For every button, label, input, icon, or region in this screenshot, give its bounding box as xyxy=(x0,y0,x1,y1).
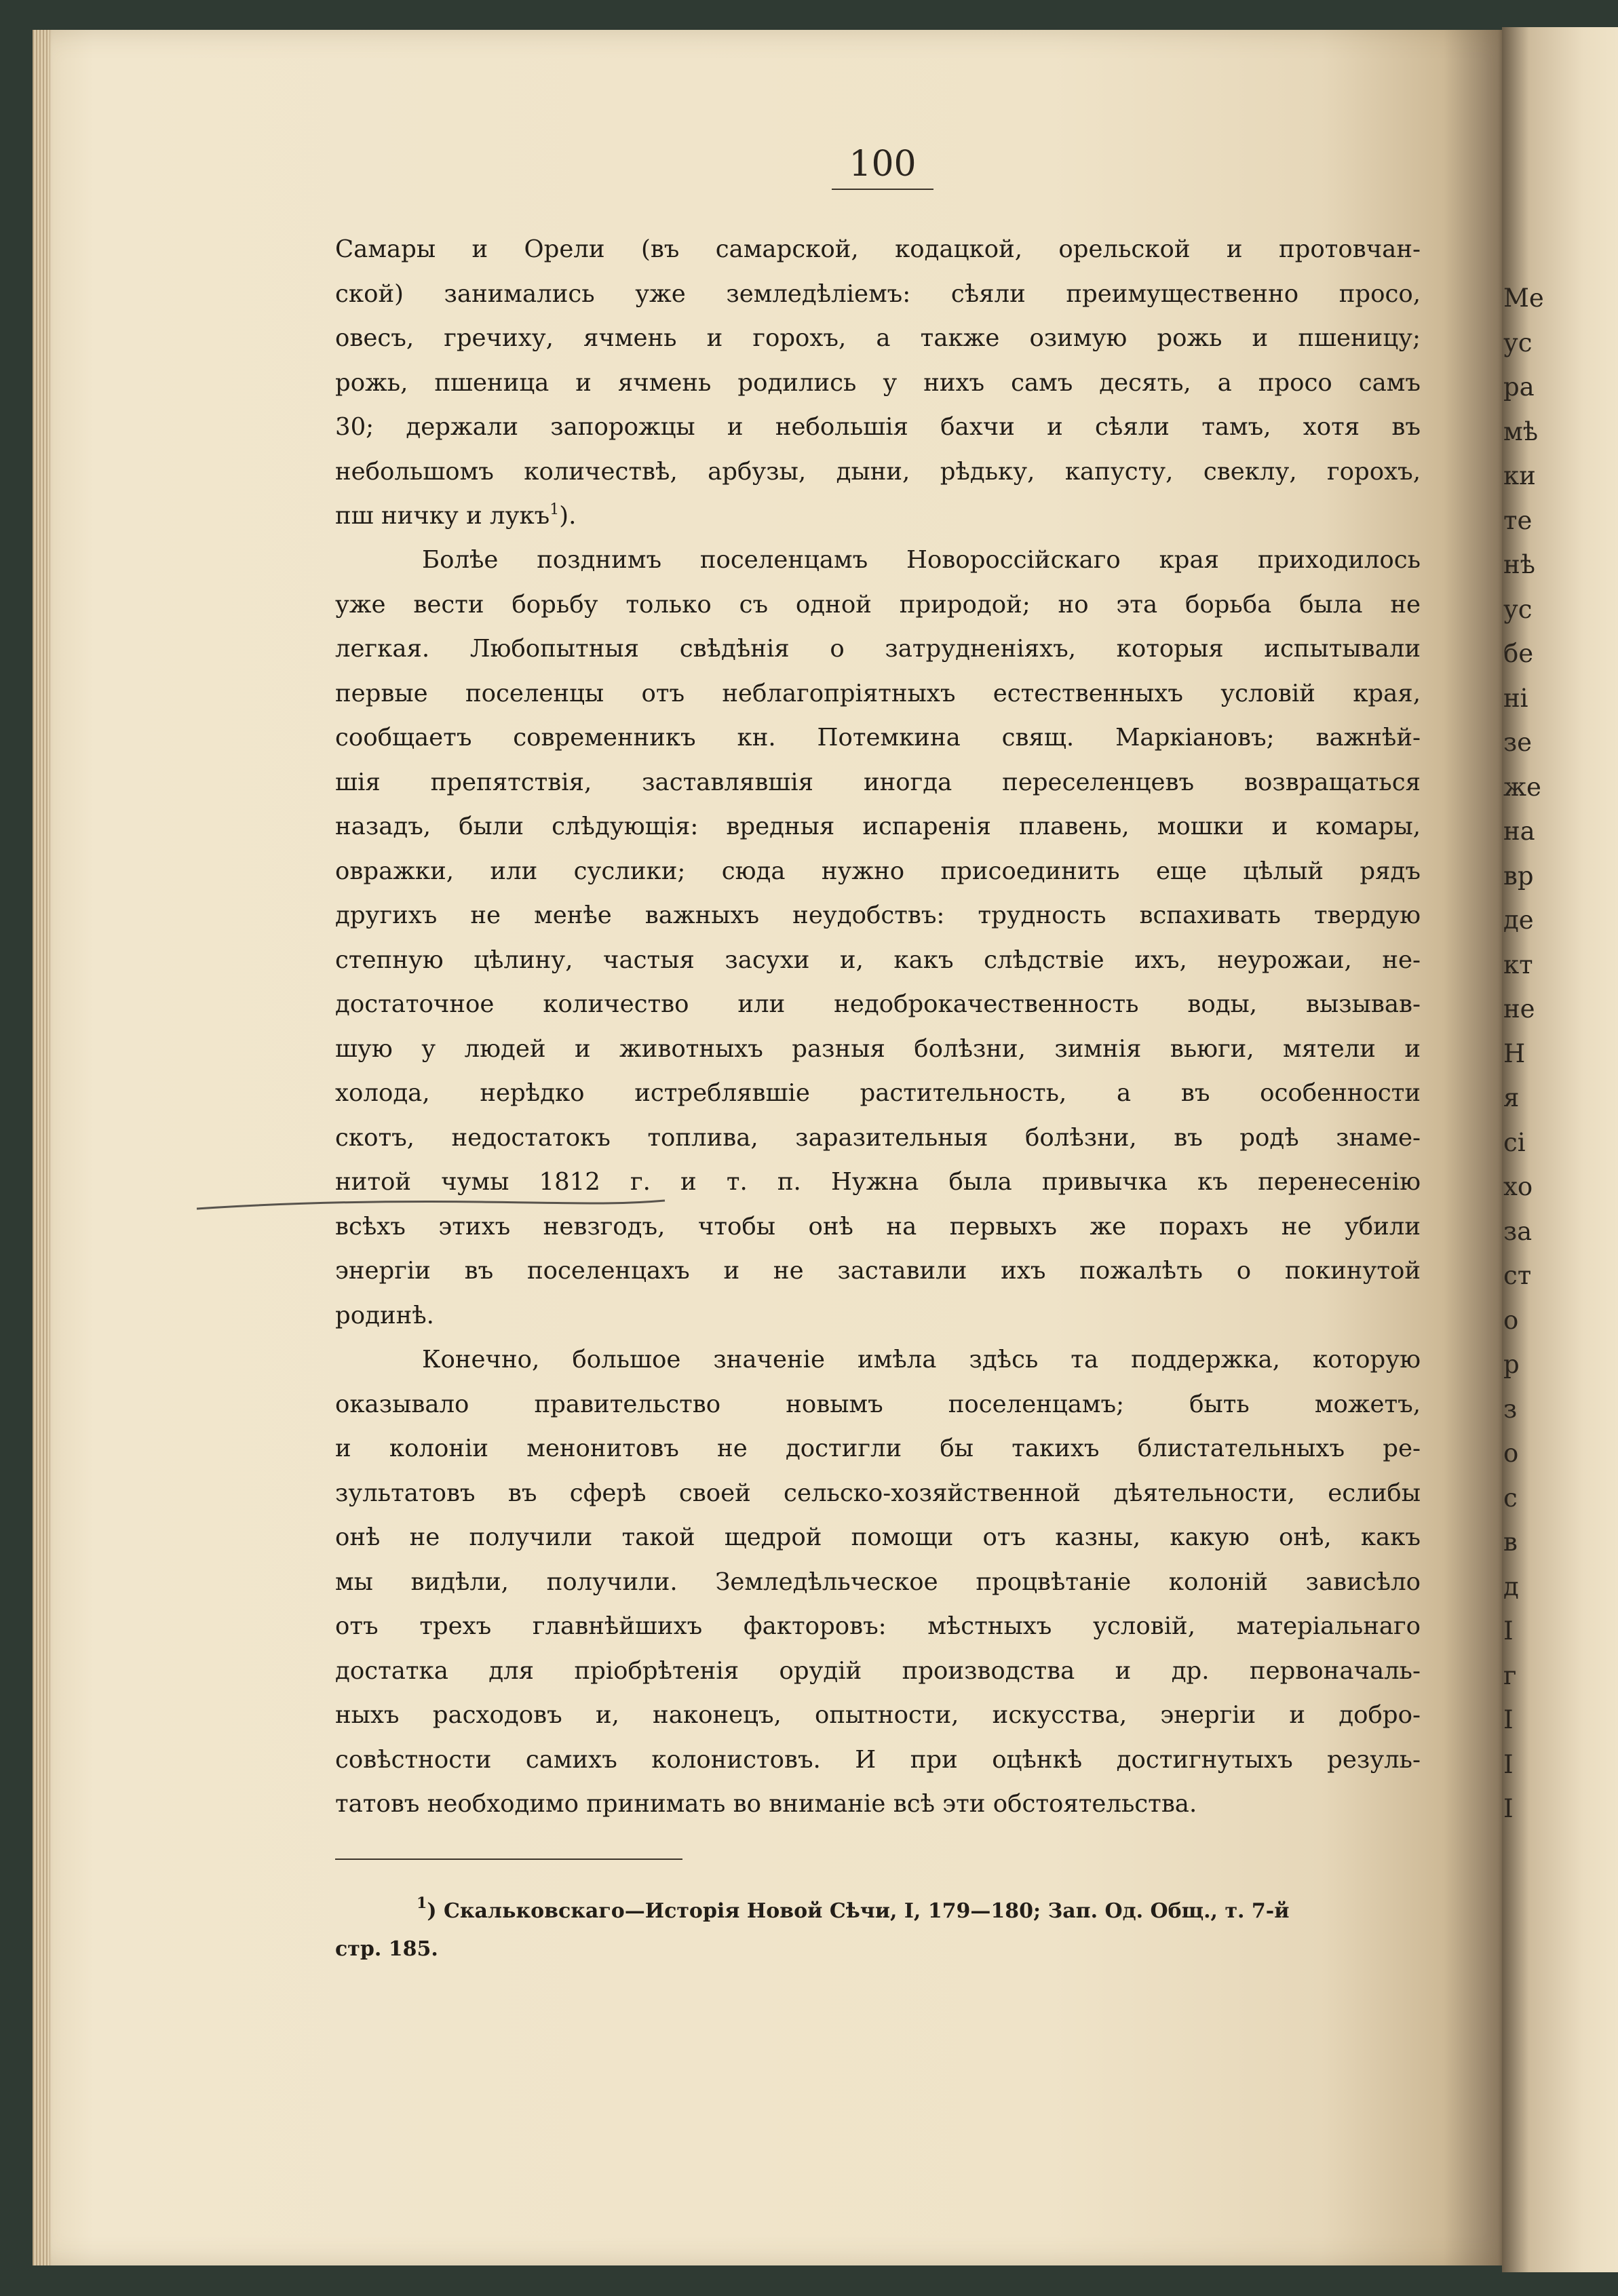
right-page-fragment: I xyxy=(1503,1616,1514,1646)
text-line xyxy=(335,316,1421,361)
text-line xyxy=(335,361,1421,406)
text-line xyxy=(335,672,1421,716)
text-line xyxy=(335,1515,1421,1560)
right-page-fragment: ки xyxy=(1503,461,1536,490)
text-line-content: холода, нерѣдко истреблявшіе растительность, а въ особенности xyxy=(335,1079,1421,1107)
text-line-content: Конечно, большое значеніе имѣла здѣсь та поддержка, которую xyxy=(422,1346,1421,1374)
text-line-content: достаточное количество или недоброкачественность воды, вызывав- xyxy=(335,990,1421,1018)
text-line xyxy=(335,893,1421,938)
right-page-fragment: о xyxy=(1503,1305,1519,1335)
text-line xyxy=(335,1338,1421,1382)
text-line-content: всѣхъ этихъ невзгодъ, чтобы онѣ на первыхъ же порахъ не убили xyxy=(335,1212,1421,1241)
text-line xyxy=(335,1693,1421,1738)
text-line xyxy=(335,1071,1421,1116)
text-line-content: совѣстности самихъ колонистовъ. И при оцѣнкѣ достигнутыхъ резуль- xyxy=(335,1745,1421,1774)
text-line xyxy=(335,760,1421,805)
text-line xyxy=(335,716,1421,760)
right-page-fragment: ст xyxy=(1503,1261,1532,1290)
text-line-content: овесъ, гречиху, ячмень и горохъ, а также озимую рожь и пшеницу; xyxy=(335,324,1421,352)
right-page-fragment: І xyxy=(1503,1705,1514,1734)
text-line-content: Болѣе позднимъ поселенцамъ Новороссійскаго края приходилось xyxy=(422,546,1421,574)
text-line-content: степную цѣлину, частыя засухи и, какъ слѣдствіе ихъ, неурожаи, не- xyxy=(335,946,1421,974)
text-line xyxy=(335,272,1421,317)
text-line-content: скотъ, недостатокъ топлива, заразительныя болѣзни, въ родѣ знаме- xyxy=(335,1123,1421,1152)
page-edges xyxy=(33,30,50,2265)
text-line-content: Самары и Орели (въ самарской, кодацкой, орельской и протовчан- xyxy=(335,235,1421,263)
text-line-content: другихъ не менѣе важныхъ неудобствъ: трудность вспахивать твердую xyxy=(335,901,1421,929)
right-page-fragment: нѣ xyxy=(1503,550,1535,579)
right-page-fragment: с xyxy=(1503,1483,1518,1513)
right-page-fragment: не xyxy=(1503,994,1535,1024)
text-line xyxy=(335,804,1421,849)
text-line xyxy=(335,1116,1421,1161)
text-line xyxy=(335,494,1421,539)
text-line-content: рожь, пшеница и ячмень родились у нихъ самъ десять, а просо самъ xyxy=(335,368,1421,397)
text-line-content: сообщаетъ современникъ кн. Потемкина свящ. Маркіановъ; важнѣй- xyxy=(335,724,1421,752)
footnote xyxy=(335,1892,1431,1968)
text-line-content: ской) занимались уже земледѣліемъ: сѣяли преимущественно просо, xyxy=(335,279,1421,308)
text-line xyxy=(335,405,1421,450)
text-line-content: легкая. Любопытныя свѣдѣнія о затрудненіяхъ, которыя испытывали xyxy=(335,635,1421,663)
right-book-page xyxy=(1502,27,1618,2272)
text-line-content: энергіи въ поселенцахъ и не заставили ихъ пожалѣть о покинутой xyxy=(335,1257,1421,1285)
text-line xyxy=(335,1782,1421,1827)
text-line-content: нитой чумы 1812 г. и т. п. Нужна была привычка къ перенесенію xyxy=(335,1168,1421,1196)
text-line xyxy=(335,982,1421,1027)
text-line-content: оказывало правительство новымъ поселенцамъ; быть можетъ, xyxy=(335,1390,1421,1418)
right-page-fragment: з xyxy=(1503,1394,1518,1424)
text-line xyxy=(335,1604,1421,1649)
text-line xyxy=(335,849,1421,894)
text-line xyxy=(335,1560,1421,1605)
text-line xyxy=(335,450,1421,494)
text-line-content: шія препятствія, заставлявшія иногда переселенцевъ возвращаться xyxy=(335,768,1421,796)
text-line xyxy=(335,627,1421,672)
right-page-fragment: те xyxy=(1503,505,1533,535)
footnote-line-2: стр. 185. xyxy=(335,1937,438,1961)
text-line xyxy=(335,1471,1421,1516)
text-line xyxy=(335,1426,1421,1471)
right-page-fragment: д xyxy=(1503,1572,1519,1601)
right-page-fragment: Ме xyxy=(1503,284,1544,313)
right-page-fragment: ус xyxy=(1503,328,1533,357)
right-page-fragment: я xyxy=(1503,1083,1520,1112)
text-line xyxy=(335,538,1421,583)
text-line xyxy=(335,227,1421,272)
text-line xyxy=(335,1649,1421,1694)
text-line-content: назадъ, были слѣдующія: вредныя испаренія плавень, мошки и комары, xyxy=(335,813,1421,840)
right-page-fragment: Н xyxy=(1503,1038,1526,1068)
right-page-fragment: за xyxy=(1503,1216,1533,1246)
text-line-content: достатка для пріобрѣтенія орудій производства и др. первоначаль- xyxy=(335,1656,1421,1685)
text-line xyxy=(335,583,1421,627)
text-line-content: пш ничку и лукъ xyxy=(335,502,550,530)
right-page-fragment: кт xyxy=(1503,950,1533,979)
text-line-content: мы видѣли, получили. Земледѣльческое процвѣтаніе колоній зависѣло xyxy=(335,1568,1421,1596)
text-line-content: онѣ не получили такой щедрой помощи отъ казны, какую онѣ, какъ xyxy=(335,1523,1421,1551)
text-line-content: родинѣ. xyxy=(335,1301,434,1329)
text-line-content: первые поселенцы отъ неблагопріятныхъ естественныхъ условій края, xyxy=(335,679,1421,707)
right-page-fragment: хо xyxy=(1503,1172,1533,1201)
text-line-content: татовъ необходимо принимать во вниманіе всѣ эти обстоятельства. xyxy=(335,1790,1197,1818)
text-line-content: ныхъ расходовъ и, наконецъ, опытности, искусства, энергіи и добро- xyxy=(335,1701,1421,1729)
text-line-content: зультатовъ въ сферѣ своей сельско-хозяйственной дѣятельности, еслибы xyxy=(335,1479,1421,1507)
right-page-fragment: сі xyxy=(1503,1127,1526,1157)
text-line-content: уже вести борьбу только съ одной природой; но эта борьба была не xyxy=(335,590,1421,619)
right-page-fragment: вр xyxy=(1503,861,1534,891)
text-line-tail: ). xyxy=(559,502,577,530)
text-line-content: шую у людей и животныхъ разныя болѣзни, зимнія вьюги, мятели и xyxy=(335,1034,1421,1063)
right-page-fragment: мѣ xyxy=(1503,416,1539,446)
right-page-fragment: же xyxy=(1503,772,1541,802)
right-page-fragment: г xyxy=(1503,1660,1517,1690)
paragraph-3 xyxy=(335,1338,1421,1827)
footnote-marker: 1 xyxy=(417,1894,427,1912)
text-line-content: 30; держали запорожцы и небольшія бахчи и сѣяли тамъ, хотя въ xyxy=(335,413,1421,441)
text-line-content: отъ трехъ главнѣйшихъ факторовъ: мѣстныхъ условій, матеріальнаго xyxy=(335,1612,1421,1640)
pencil-underline-mark xyxy=(197,1194,672,1221)
right-page-fragment: р xyxy=(1503,1350,1520,1379)
right-page-fragment: бе xyxy=(1503,639,1534,668)
text-line xyxy=(335,938,1421,983)
right-page-fragment: де xyxy=(1503,906,1534,935)
right-page-fragment: зе xyxy=(1503,728,1533,757)
footnote-reference: 1 xyxy=(550,501,560,518)
page-number: 100 xyxy=(832,144,933,190)
right-page-fragment: на xyxy=(1503,817,1535,846)
text-line-content: и колоніи менонитовъ не достигли бы такихъ блистательныхъ ре- xyxy=(335,1435,1421,1462)
paragraph-1 xyxy=(335,227,1421,539)
right-page-fragment: І xyxy=(1503,1749,1514,1779)
right-page-fragment: ра xyxy=(1503,372,1535,402)
text-line xyxy=(335,1249,1421,1293)
text-line xyxy=(335,1382,1421,1427)
right-page-fragment: І xyxy=(1503,1794,1514,1823)
right-page-fragment: в xyxy=(1503,1528,1518,1557)
footnote-line-1: ) Скальковскаго—Исторія Новой Сѣчи, I, 179—180; Зап. Од. Общ., т. 7-й xyxy=(427,1899,1290,1923)
text-line xyxy=(335,1293,1421,1338)
text-line xyxy=(335,1738,1421,1783)
right-page-fragment: о xyxy=(1503,1439,1519,1468)
text-line-content: небольшомъ количествѣ, арбузы, дыни, рѣдьку, капусту, свеклу, горохъ, xyxy=(335,457,1421,486)
text-line-content: овражки, или суслики; сюда нужно присоединить еще цѣлый рядъ xyxy=(335,857,1421,885)
footnote-separator xyxy=(335,1859,682,1860)
right-page-fragment: ус xyxy=(1503,594,1533,624)
right-page-fragment: ні xyxy=(1503,683,1528,713)
text-line xyxy=(335,1027,1421,1072)
